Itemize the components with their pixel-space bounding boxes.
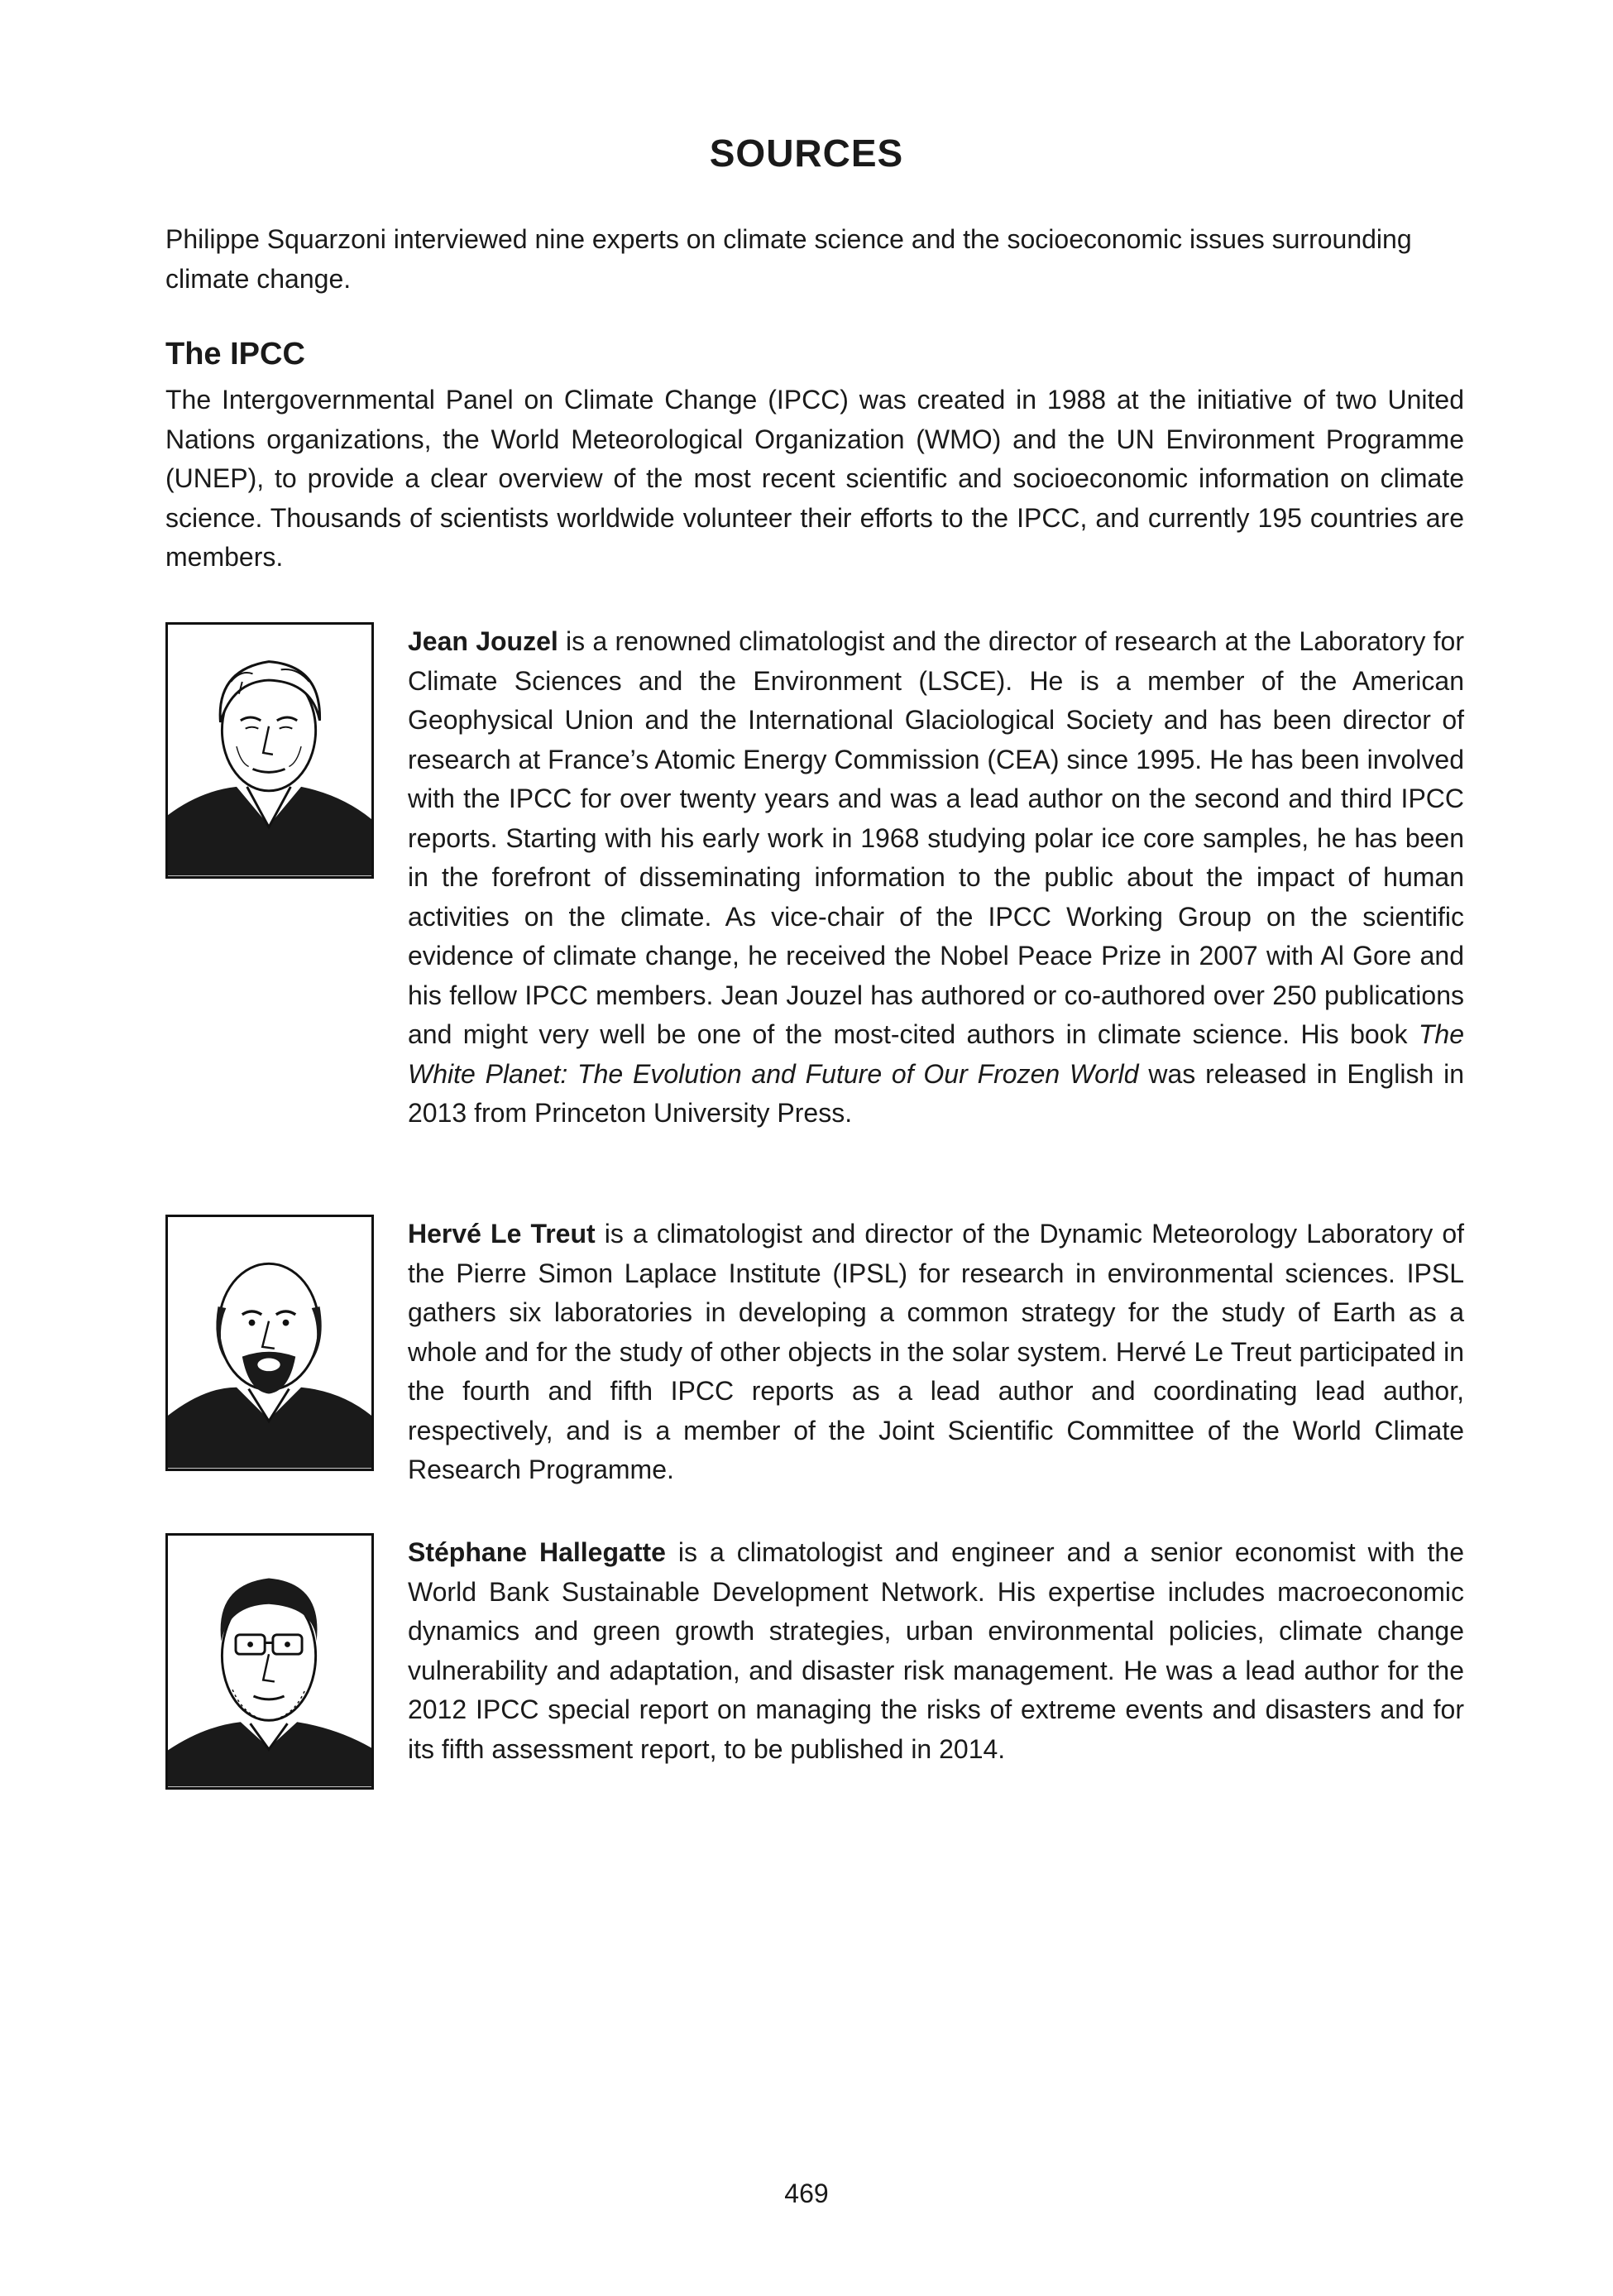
section-heading-ipcc: The IPCC	[165, 337, 305, 371]
page-number: 469	[784, 2179, 829, 2208]
book-title: The White Planet: The Evolution and Future of Our Frozen World	[408, 1019, 1464, 1089]
portrait-illustration	[168, 1217, 371, 1469]
bio-text: is a climatologist and director of the Dynamic Meteorology Laboratory of the Pierre Simon Laplace Institute (IPSL) for research in environmental sciences. IPSL gathers six laboratories in developing a common strategy for the study of Earth as a whole and for the study of other objects in the solar system. Hervé Le Treut participated in the fourth and fifth IPCC reports as a lead author and coordinating lead author, respectively, and is a member of the Joint Scientific Committee of the World Climate Research Programme.	[408, 1219, 1465, 1484]
expert-name: Jean Jouzel	[408, 626, 558, 656]
expert-name: Stéphane Hallegatte	[408, 1537, 666, 1567]
portrait-illustration	[168, 625, 371, 876]
bio-stephane-hallegatte	[408, 1533, 1464, 1769]
bio-text: is a climatologist and engineer and a senior economist with the World Bank Sustainable Development Network. His expertise includes macroeconomic dynamics and green growth strategies, urban environmental policies, climate change vulnerability and adaptation, and disaster risk management. He was a lead author for the 2012 IPCC special report on managing the risks of extreme events and disasters and for its fifth assessment report, to be published in 2014.	[408, 1537, 1465, 1764]
bio-text-end: was released in English in 2013 from Princeton University Press.	[408, 1058, 1465, 1128]
portrait-jean-jouzel	[165, 622, 374, 879]
portrait-stephane-hallegatte	[165, 1533, 374, 1790]
intro-paragraph: Philippe Squarzoni interviewed nine experts on climate science and the socioeconomic issues surrounding climate change.	[165, 224, 1412, 294]
page-title: SOURCES	[709, 132, 904, 175]
expert-name: Hervé Le Treut	[408, 1219, 596, 1249]
bio-text: is a renowned climatologist and the director of research at the Laboratory for Climate Sciences and the Environment (LSCE). He is a member of the American Geophysical Union and the International Glaciological Society and has been director of research at France’s Atomic Energy Commission (CEA) since 1995. He has been involved with the IPCC for over twenty years and was a lead author on the second and third IPCC reports. Starting with his early work in 1968 studying polar ice core samples, he has been in the forefront of disseminating information to the public about the impact of human activities on the climate. As vice-chair of the IPCC Working Group on the scientific evidence of climate change, he received the Nobel Peace Prize in 2007 with Al Gore and his fellow IPCC members. Jean Jouzel has authored or co-authored over 250 publications and might very well be one of the most-cited authors in climate science. His book	[408, 626, 1465, 1049]
bio-herve-le-treut	[408, 1215, 1464, 1490]
portrait-herve-le-treut	[165, 1215, 374, 1471]
portrait-illustration	[168, 1536, 371, 1787]
ipcc-paragraph: The Intergovernmental Panel on Climate Change (IPCC) was created in 1988 at the initiative of two United Nations organizations, the World Meteorological Organization (WMO) and the UN Environment Programme (UNEP), to provide a clear overview of the most recent scientific and socioeconomic information on climate science. Thousands of scientists worldwide volunteer their efforts to the IPCC, and currently 195 countries are members.	[165, 385, 1464, 572]
bio-jean-jouzel	[408, 622, 1464, 1134]
